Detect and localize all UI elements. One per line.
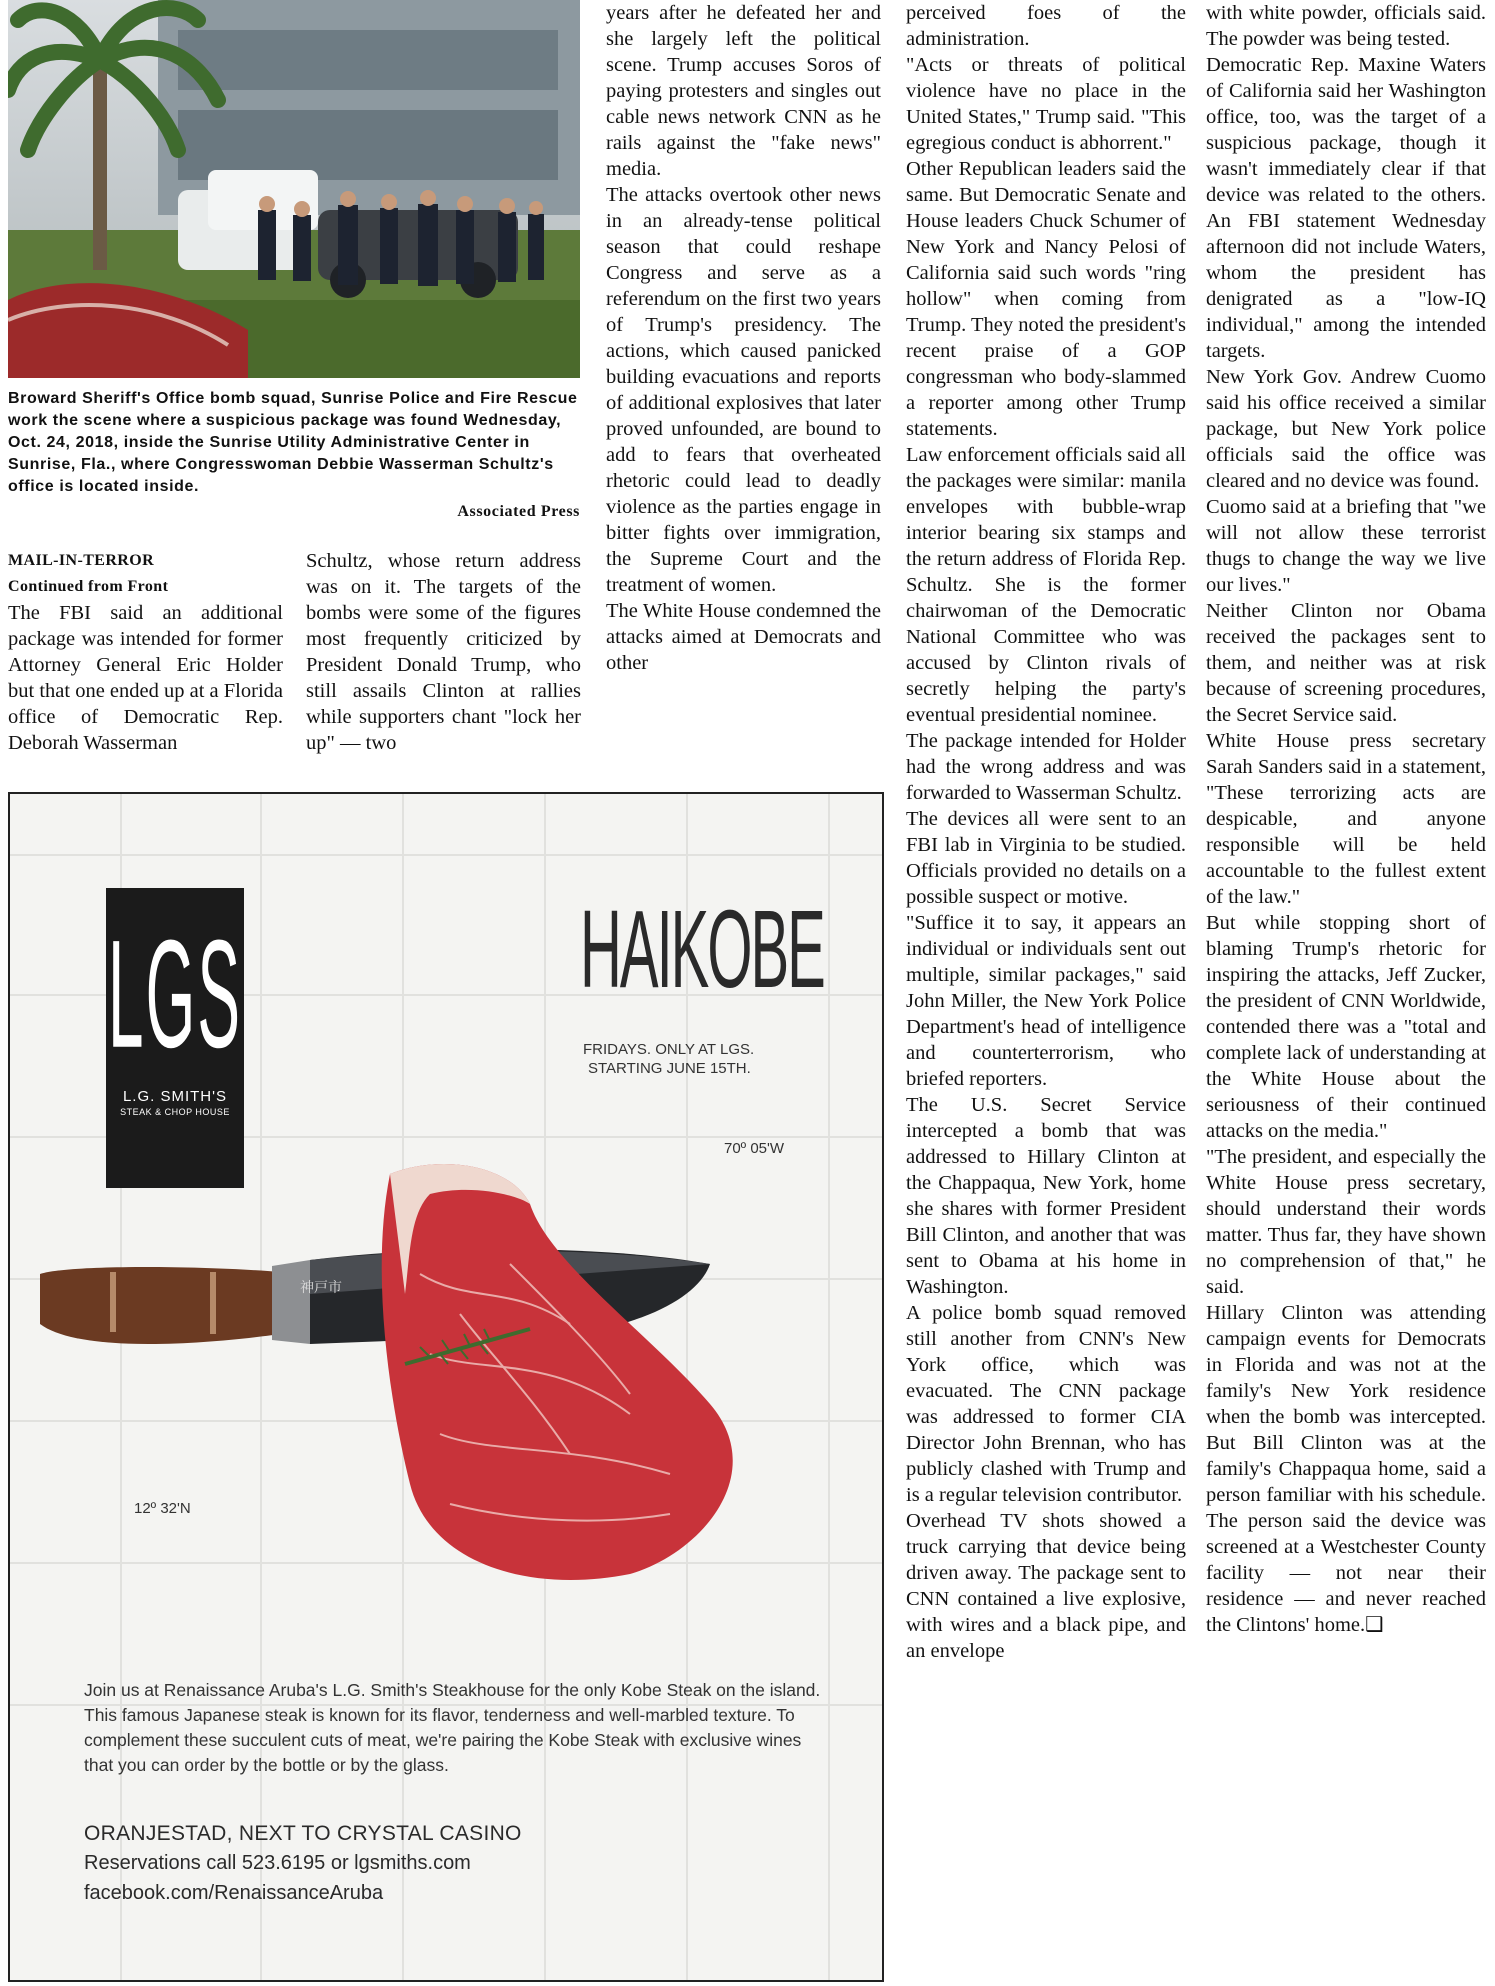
article-paragraph: Other Republican leaders said the same. But Democratic Senate and House leaders Chuck Schumer of New York and Nancy Pelosi of California said such words "ring hollow" when coming from Trump. They noted the president's recent praise of a GOP congressman who body-slammed a reporter among other Trump statements. [906,158,1186,440]
logo-subtitle: STEAK & CHOP HOUSE [120,1107,230,1117]
logo-name: L.G. SMITH'S [122,1088,228,1105]
article-column-2 [306,548,581,786]
ad-body-copy: Join us at Renaissance Aruba's L.G. Smith's Steakhouse for the only Kobe Steak on the island. This famous Japanese steak is known for its flavor, tenderness and well-marbled texture. To complement these succulent cuts of meat, we're pairing the Kobe Steak with exclusive wines that you can order by the bottle or by the glass. [84,1680,821,1775]
article-paragraph: A police bomb squad removed still another from CNN's New York office, which was evacuated. The CNN package was addressed to former CIA Director John Brennan, who has publicly clashed with Trump and is a regular television contributor. [906,1302,1186,1506]
article-paragraph: Democratic Rep. Maxine Waters of California said her Washington office, too, was the target of a suspicious package, though it wasn't immediately clear if that device was related to the others. An FBI statement Wednesday afternoon did not include Waters, whom the president has denigrated as a "low-IQ individual," among the intended targets. [1206,54,1486,362]
haikobe-subhead-1: FRIDAYS. ONLY AT LGS. [583,1041,755,1058]
ad-reservations: Reservations call 523.6195 or lgsmiths.com [84,1852,471,1874]
article-paragraph: Cuomo said at a briefing that "we will not allow these terrorist thugs to change the way we live our lives." [1206,496,1486,596]
article-kicker: MAIL-IN-TERROR [8,552,155,569]
article-paragraph: But while stopping short of blaming Trump's rhetoric for inspiring the attacks, Jeff Zucker, the president of CNN Worldwide, contended there was a "total and complete lack of understanding at the White House about the seriousness of their continued attacks on the media." [1206,912,1486,1142]
article-column-5 [1206,0,1486,1982]
article-paragraph: Law enforcement officials said all the packages were similar: manila envelopes with bubble-wrap interior bearing six stamps and the return address of Florida Rep. Schultz. She is the former chairwoman of the Democratic National Committee who was accused by Clinton rivals of secretly helping the party's eventual presidential nominee. [906,444,1186,726]
photo-credit: Associated Press [457,503,580,520]
end-mark-icon: ❑ [1365,1614,1384,1636]
article-paragraph: "Suffice it to say, it appears an individual or individuals sent out multiple, similar packages," said John Miller, the New York Police Department's head of intelligence and counterterrorism, who briefed reporters. [906,912,1186,1090]
article-column-3 [606,0,881,786]
article-paragraph-text: Hillary Clinton was attending campaign events for Democrats in Florida and was not at the family's New York residence when the bomb was intercepted. But Bill Clinton was at the family's Chappaqua home, said a person familiar with his schedule. The person said the device was screened at a Westchester County facility — not near their residence — and never reached the Clintons' home. [1206,1302,1486,1636]
article-paragraph: New York Gov. Andrew Cuomo said his office received a similar package, but New York police officials said the office was cleared and no device was found. [1206,366,1486,492]
continued-label: Continued from Front [8,578,169,595]
ad-location: ORANJESTAD, NEXT TO CRYSTAL CASINO [84,1822,522,1845]
ad-facebook-link[interactable]: facebook.com/RenaissanceAruba [84,1882,384,1904]
article-paragraph: The U.S. Secret Service intercepted a bomb that was addressed to Hillary Clinton at the Chappaqua, New York, home she shares with former President Bill Clinton, and another that was sent to Obama at his home in Washington. [906,1094,1186,1298]
article-paragraph: Overhead TV shots showed a truck carrying that device being driven away. The package sent to CNN contained a live explosive, with wires and a black pipe, and an envelope [906,1510,1186,1662]
haikobe-subhead-2: STARTING JUNE 15TH. [588,1060,751,1077]
knife-mark-text: 神戸市 [300,1280,342,1296]
news-photo [8,0,580,378]
article-paragraph: The White House condemned the attacks aimed at Democrats and other [606,600,881,674]
bomb-squad-scene-image [8,0,580,378]
article-paragraph: The package intended for Holder had the wrong address and was forwarded to Wasserman Schultz. [906,730,1186,804]
haikobe-headline: HAIKOBE [580,888,824,1012]
article-paragraph: "Acts or threats of political violence have no place in the United States," Trump said. "This egregious conduct is abhorrent." [906,54,1186,154]
article-paragraph: years after he defeated her and she largely left the political scene. Trump accuses Soros of paying protesters and singles out cable news network CNN as he rails against the "fake news" media. [606,2,881,180]
article-paragraph: The FBI said an additional package was intended for former Attorney General Eric Holder but that one ended up at a Florida office of Democratic Rep. Deborah Wasserman [8,602,283,754]
logo-letters: LGS [107,907,243,1081]
article-paragraph: Neither Clinton nor Obama received the packages sent to them, and neither was at risk because of screening procedures, the Secret Service said. [1206,600,1486,726]
lgs-advertisement [8,792,884,1982]
lgs-logo [106,888,244,1188]
article-paragraph [1206,1300,1486,1638]
longitude-label: 70º 05'W [724,1140,785,1157]
article-paragraph: The attacks overtook other news in an already-tense political season that could reshape Congress and serve as a referendum on the first two years of Trump's presidency. The actions, which caused panicked building evacuations and reports of additional explosives that later proved unfounded, are bound to add to fears that overheated rhetoric could lead to deadly violence as the parties engage in bitter fights over immigration, the Supreme Court and the treatment of women. [606,184,881,596]
article-paragraph: The devices all were sent to an FBI lab in Virginia to be studied. Officials provided no details on a possible suspect or motive. [906,808,1186,908]
latitude-label: 12º 32'N [134,1500,191,1517]
article-column-4 [906,0,1186,1982]
article-paragraph: perceived foes of the administration. [906,2,1186,50]
photo-caption: Broward Sheriff's Office bomb squad, Sunrise Police and Fire Rescue work the scene where a suspicious package was found Wednesday, Oct. 24, 2018, inside the Sunrise Utility Administrative Center in Sunrise, Fla., where Congresswoman Debbie Wasserman Schultz's office is located inside. [8,390,578,495]
article-column-1 [8,548,283,786]
article-paragraph: with white powder, officials said. The powder was being tested. [1206,2,1486,50]
article-paragraph: "The president, and especially the White House press secretary, should understand their words matter. Thus far, they have shown no comprehension of that," he said. [1206,1146,1486,1298]
article-paragraph: Schultz, whose return address was on it. The targets of the bombs were some of the figures most frequently criticized by President Donald Trump, who still assails Clinton at rallies while supporters chant "lock her up" — two [306,550,581,754]
article-paragraph: White House press secretary Sarah Sanders said in a statement, "These terrorizing acts are despicable, and anyone responsible will be held accountable to the fullest extent of the law." [1206,730,1486,908]
knife-and-steak-illustration [10,1154,882,1594]
